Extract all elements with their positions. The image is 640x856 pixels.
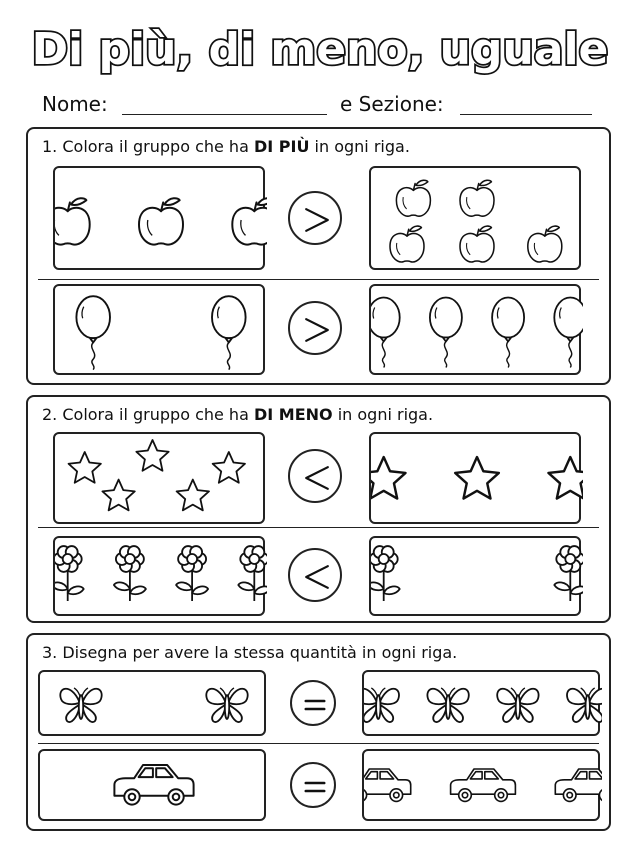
greater-than-sign: [288, 191, 342, 245]
equals-sign: [290, 762, 336, 808]
group-box[interactable]: [369, 432, 581, 524]
butterfly-icon: [427, 688, 468, 722]
exercise-2: [26, 395, 611, 623]
exercise-1: [26, 127, 611, 385]
group-box[interactable]: [53, 166, 265, 270]
exercise-3: [26, 633, 611, 831]
balloon-group: [55, 286, 267, 377]
group-box[interactable]: [53, 432, 265, 524]
name-label: Nome:: [42, 92, 108, 116]
star-group: [55, 434, 267, 526]
equals-sign: [290, 680, 336, 726]
car-icon: [114, 765, 193, 805]
flower-icon: [554, 546, 583, 601]
group-box[interactable]: [369, 284, 581, 375]
less-than-sign: [288, 548, 342, 602]
star-icon: [548, 457, 583, 499]
butterfly-icon: [364, 688, 399, 722]
flower-icon: [114, 546, 146, 601]
section-line[interactable]: [460, 114, 592, 115]
row-divider: [38, 743, 599, 744]
exercise-3-instruction: 3. Disegna per avere la stessa quantità in ogni riga.: [42, 643, 458, 662]
exercise-1-instruction: 1. Colora il gruppo che ha DI PIÙ in ogni riga.: [42, 137, 410, 156]
group-box[interactable]: [369, 166, 581, 270]
star-icon: [213, 452, 245, 483]
group-box[interactable]: [53, 284, 265, 375]
star-icon: [371, 457, 406, 499]
less-than-sign: [288, 449, 342, 503]
star-group: [371, 434, 583, 526]
apple-icon: [460, 180, 494, 216]
row-divider: [38, 527, 599, 528]
student-fields: [42, 90, 602, 120]
apple-group: [55, 168, 267, 272]
balloon-icon: [76, 296, 110, 370]
balloon-icon: [554, 298, 583, 368]
apple-group: [371, 168, 583, 272]
title-text: Di più, di meno, uguale: [31, 24, 609, 75]
apple-icon: [528, 226, 562, 262]
apple-icon: [55, 198, 90, 244]
flower-icon: [371, 546, 400, 601]
flower-group: [55, 538, 267, 618]
butterfly-icon: [206, 688, 247, 722]
car-group: [364, 751, 602, 823]
name-line[interactable]: [122, 114, 327, 115]
row-divider: [38, 279, 599, 280]
butterfly-group: [364, 672, 602, 738]
apple-icon: [396, 180, 430, 216]
star-icon: [177, 480, 209, 511]
apple-icon: [232, 198, 267, 244]
star-icon: [455, 457, 499, 499]
group-box[interactable]: [53, 536, 265, 616]
worksheet-title: [0, 20, 640, 80]
flower-icon: [176, 546, 208, 601]
apple-icon: [390, 226, 424, 262]
star-icon: [136, 440, 168, 471]
car-icon: [364, 769, 411, 801]
balloon-icon: [430, 298, 462, 368]
car-icon: [451, 769, 516, 801]
group-box[interactable]: [38, 749, 266, 821]
balloon-icon: [371, 298, 400, 368]
group-box[interactable]: [38, 670, 266, 736]
flower-icon: [55, 546, 84, 601]
section-label: e Sezione:: [340, 92, 444, 116]
balloon-group: [371, 286, 583, 377]
car-icon: [555, 769, 602, 801]
apple-icon: [460, 226, 494, 262]
apple-icon: [139, 198, 183, 244]
star-icon: [69, 452, 101, 483]
exercise-2-instruction: 2. Colora il gruppo che ha DI MENO in ogni riga.: [42, 405, 434, 424]
group-box[interactable]: [362, 670, 600, 736]
car-group: [40, 751, 268, 823]
flower-icon: [238, 546, 267, 601]
balloon-icon: [492, 298, 524, 368]
butterfly-icon: [60, 688, 101, 722]
flower-group: [371, 538, 583, 618]
group-box[interactable]: [369, 536, 581, 616]
butterfly-icon: [497, 688, 538, 722]
greater-than-sign: [288, 301, 342, 355]
butterfly-icon: [567, 688, 602, 722]
group-box[interactable]: [362, 749, 600, 821]
star-icon: [102, 480, 134, 511]
balloon-icon: [212, 296, 246, 370]
butterfly-group: [40, 672, 268, 738]
